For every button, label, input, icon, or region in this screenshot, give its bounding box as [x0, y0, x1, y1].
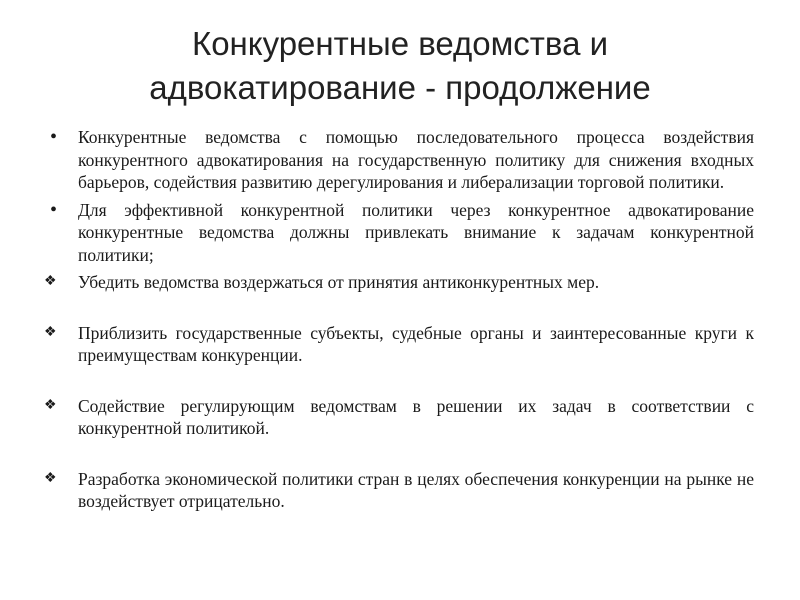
bullet-text: Конкурентные ведомства с помощью последовательного процесса воздействия конкурентного адвокатирования на государственную политику для снижения входных барьеров, содействия развитию дерегулирования и либерализации торговой политики.: [78, 127, 754, 192]
diamond-item: [40, 322, 754, 367]
dot-bullet-icon: •: [50, 198, 58, 221]
diamond-item-text: Разработка экономической политики стран в целях обеспечения конкуренции на рынке не воздействует отрицательно.: [78, 468, 754, 511]
diamond-item: [40, 395, 754, 440]
dot-bullet-icon: •: [50, 126, 58, 148]
diamond-item-text: Содействие регулирующим ведомствам в решении их задач в соответствии с конкурентной политикой.: [78, 395, 754, 438]
diamond-item-text: Убедить ведомства воздержаться от принятия антиконкурентных мер.: [78, 272, 600, 292]
bullet-item: [40, 126, 754, 194]
slide-title-line-2: адвокатирование - продолжение: [149, 69, 651, 106]
slide-title-line-1: Конкурентные ведомства и: [191, 25, 609, 62]
diamond-bullet-icon: ❖: [44, 397, 57, 413]
bullet-text: Для эффективной конкурентной политики через конкурентное адвокатирование конкурентные ведомства должны привлекать внимание к задачам конкурентной политики;: [78, 199, 754, 265]
diamond-item-text: Приблизить государственные субъекты, судебные органы и заинтересованные круги к преимуществам конкуренции.: [78, 322, 754, 365]
slide-title: [0, 22, 800, 110]
diamond-bullet-icon: ❖: [44, 324, 57, 340]
diamond-item: [40, 271, 754, 294]
bullet-item: [40, 199, 754, 267]
diamond-bullet-icon: ❖: [44, 470, 57, 486]
slide-body: [40, 126, 754, 541]
diamond-item: [40, 468, 754, 513]
diamond-bullet-icon: ❖: [44, 274, 57, 289]
